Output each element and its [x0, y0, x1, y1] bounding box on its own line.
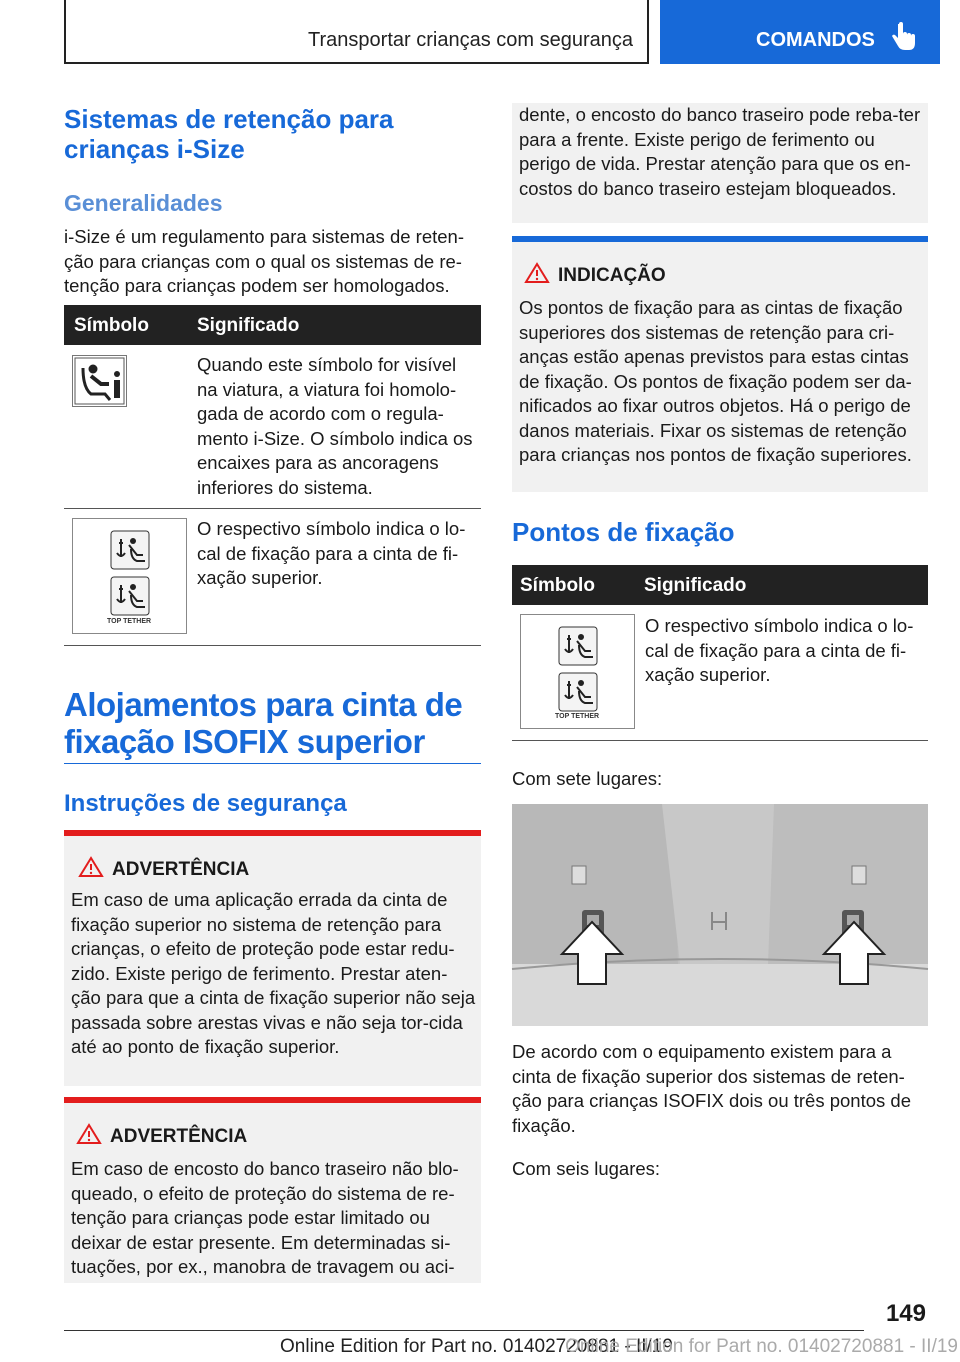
table-bottom-divider	[512, 740, 928, 741]
section-title-fixation-points: Pontos de fixação	[512, 517, 735, 547]
warning-text: Em caso de uma aplicação errada da cinta de fixação superior no sistema de retenção para crianças, o efeito de proteção pode estar redu-zido. Existe perigo de ferimento. Prestar aten-ção para que a cinta de fixação superior não seja passada sobre arestas vivas e não seja tor-cida até ao ponto de fixação superior.	[71, 889, 476, 1057]
warning-box-1	[64, 830, 481, 1086]
warning-box-2-continued	[512, 103, 928, 223]
table-bottom-divider	[64, 645, 481, 646]
header-section-box	[64, 0, 649, 64]
note-bar	[512, 236, 928, 242]
note-title: INDICAÇÃO	[558, 265, 666, 286]
warning-triangle-icon	[76, 1123, 102, 1145]
top-tether-label: TOP TETHER	[555, 713, 600, 720]
table-col-symbol: Símbolo	[520, 575, 595, 596]
intro-paragraph: i-Size é um regulamento para sistemas de reten-ção para crianças com o qual os sistemas de re-tenção para crianças podem ser homologados.	[64, 226, 464, 296]
section-title-isize: Sistemas de retenção para crianças i-Size	[64, 104, 394, 164]
note-text: Os pontos de fixação para as cintas de fixação superiores dos sistemas de retenção para cri-anças estão apenas previstos para estas cintas de fixação. Os pontos de fixação podem ser da-nificados ao fixar outros objetos. Há o perigo de danos materiais. Fixar os sistemas de retenção para crianças nos pontos de fixação superiores.	[519, 297, 912, 465]
top-tether-label: TOP TETHER	[107, 618, 152, 625]
table-col-meaning: Significado	[197, 315, 300, 336]
top-tether-icon	[521, 615, 634, 728]
warning-title: ADVERTÊNCIA	[112, 859, 250, 880]
fixation-description: De acordo com o equipamento existem para a cinta de fixação superior dos sistemas de reten-ção para crianças ISOFIX dois ou três pontos de fixação.	[512, 1041, 911, 1136]
subtitle-generalidades: Generalidades	[64, 190, 223, 216]
footer-rule	[64, 1330, 864, 1331]
pointing-hand-icon	[892, 22, 916, 52]
seat-anchor-photo	[512, 804, 928, 1026]
warning-bar	[64, 830, 481, 836]
table-row-divider	[64, 508, 481, 509]
warning-triangle-icon	[524, 262, 550, 284]
section-title-isofix: Alojamentos para cinta de fixação ISOFIX superior	[64, 686, 463, 760]
top-tether-symbol-box	[520, 614, 635, 729]
table-col-meaning: Significado	[644, 575, 747, 596]
header-chapter-tab[interactable]	[660, 0, 940, 64]
footer-watermark[interactable]	[565, 1336, 958, 1358]
warning-box-2	[64, 1097, 481, 1283]
table-col-symbol: Símbolo	[74, 315, 149, 336]
isize-child-seat-icon	[73, 356, 126, 406]
warning-text: Em caso de encosto do banco traseiro não blo-queado, o efeito de proteção do sistema de re-tenção para crianças pode estar limitado ou deixar de estar presente. Em determinadas si-tuações, por ex., manobra de travagem ou aci-	[71, 1158, 459, 1277]
table-header	[64, 305, 481, 345]
isize-symbol-box	[72, 355, 127, 407]
warning-bar	[64, 1097, 481, 1103]
table-row-2-text: O respectivo símbolo indica o lo-cal de fixação para a cinta de fi-xação superior.	[197, 518, 466, 588]
top-tether-icon	[73, 519, 186, 633]
seven-seats-label: Com sete lugares:	[512, 768, 663, 789]
page-number: 149	[885, 1300, 926, 1327]
warning-triangle-icon	[78, 856, 104, 878]
table-row-1-text: Quando este símbolo for visível na viatura, a viatura foi homolo-gada de acordo com o regula-mento i-Size. O símbolo indica os encaixes para as ancoragens inferiores do sistema.	[197, 354, 473, 498]
header-chapter-title: COMANDOS	[756, 29, 875, 51]
six-seats-label: Com seis lugares:	[512, 1158, 661, 1179]
subtitle-safety: Instruções de segurança	[64, 790, 347, 817]
footer-watermark-text: Online Edition for Part no. 01402720881 - II/19	[565, 1336, 958, 1357]
table-row-text: O respectivo símbolo indica o lo-cal de fixação para a cinta de fi-xação superior.	[645, 615, 914, 685]
footer-edition-text: Online Edition for Part no. 01402720881 - II/19	[280, 1336, 673, 1357]
note-box	[512, 236, 928, 492]
warning-text-continued: dente, o encosto do banco traseiro pode reba-ter para a frente. Existe perigo de ferimento ou perigo de vida. Prestar atenção para que os en-costos do banco traseiro estejam bloqueados.	[519, 104, 921, 199]
section-underline	[64, 763, 481, 764]
header-section-title: Transportar crianças com segurança	[308, 29, 633, 51]
top-tether-symbol-box	[72, 518, 187, 634]
warning-title: ADVERTÊNCIA	[110, 1126, 248, 1147]
table-header-right	[512, 565, 928, 605]
